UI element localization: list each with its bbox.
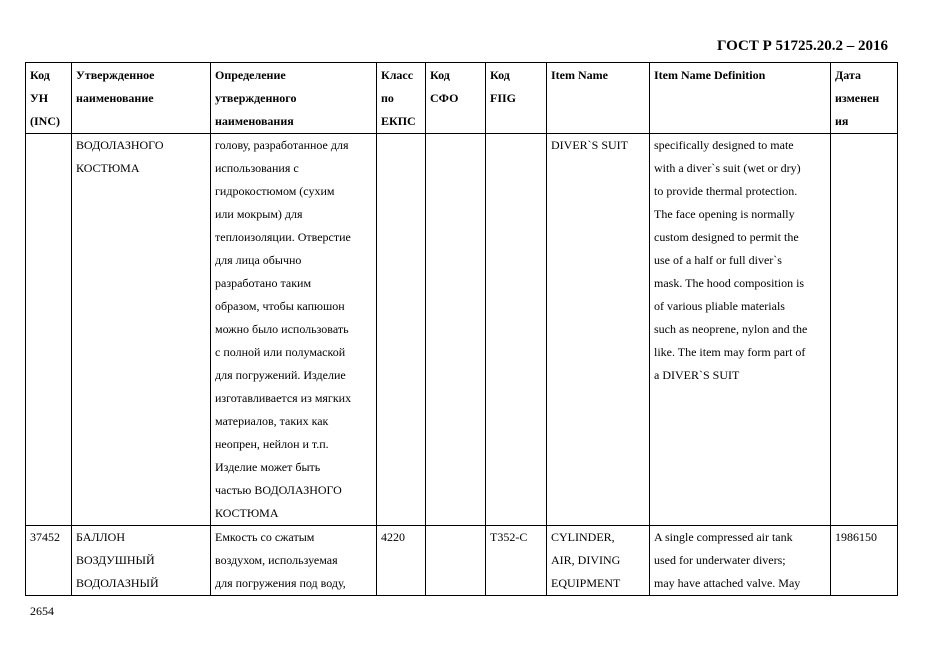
header-line: Дата (835, 68, 861, 82)
cell-line: with a diver`s suit (wet or dry) (654, 161, 801, 175)
cell-line: may have attached valve. May (654, 576, 801, 590)
cell-line: a DIVER`S SUIT (654, 368, 740, 382)
cell-line: Емкость со сжатым (215, 530, 315, 544)
header-line: по (381, 91, 394, 105)
cell-line: CYLINDER, (551, 530, 615, 544)
header-inc (26, 63, 72, 134)
header-line: наименование (76, 91, 154, 105)
cell-line: T352-C (490, 530, 528, 544)
cell-line: use of a half or full diver`s (654, 253, 782, 267)
header-change-date (831, 63, 898, 134)
cell-approved-name (72, 526, 211, 596)
header-line: Класс (381, 68, 414, 82)
header-line: (INC) (30, 114, 60, 128)
cell-inc (26, 134, 72, 526)
cell-line: с полной или полумаской (215, 345, 346, 359)
cell-line: of various pliable materials (654, 299, 785, 313)
cell-line: specifically designed to mate (654, 138, 794, 152)
table-row (26, 134, 898, 526)
header-line: ия (835, 114, 849, 128)
cell-line: ВОЗДУШНЫЙ (76, 553, 155, 567)
cell-line: изготавливается из мягких (215, 391, 352, 405)
header-line: Определение (215, 68, 286, 82)
cell-line: to provide thermal protection. (654, 184, 798, 198)
cell-approved-name (72, 134, 211, 526)
header-line: Код (430, 68, 450, 82)
cell-change-date (831, 134, 898, 526)
cell-change-date (831, 526, 898, 596)
header-line: Item Name Definition (654, 68, 766, 82)
cell-line: used for underwater divers; (654, 553, 786, 567)
cell-line: для погружений. Изделие (215, 368, 346, 382)
cell-sfo-code (426, 134, 486, 526)
header-item-name-definition (650, 63, 831, 134)
page-number: 2654 (30, 604, 54, 618)
cell-line: such as neoprene, nylon and the (654, 322, 808, 336)
cell-line: гидрокостюмом (сухим (215, 184, 335, 198)
cell-item-name-definition (650, 526, 831, 596)
cell-name-definition-ru (211, 526, 377, 596)
cell-line: ВОДОЛАЗНОГО (76, 138, 164, 152)
cell-line: AIR, DIVING (551, 553, 621, 567)
cell-line: 4220 (381, 530, 405, 544)
header-line: Код (490, 68, 510, 82)
header-line: изменен (835, 91, 880, 105)
cell-fiig-code (486, 526, 547, 596)
header-line: Код (30, 68, 50, 82)
cell-inc (26, 526, 72, 596)
cell-line: воздухом, используемая (215, 553, 338, 567)
header-name-definition-ru (211, 63, 377, 134)
header-line: утвержденного (215, 91, 297, 105)
cell-line: частью ВОДОЛАЗНОГО (215, 483, 342, 497)
cell-line: EQUIPMENT (551, 576, 621, 590)
cell-line: mask. The hood composition is (654, 276, 805, 290)
cell-item-name-definition (650, 134, 831, 526)
cell-line: Изделие может быть (215, 460, 321, 474)
cell-line: разработано таким (215, 276, 312, 290)
cell-line: КОСТЮМА (215, 506, 279, 520)
header-approved-name (72, 63, 211, 134)
cell-line: ВОДОЛАЗНЫЙ (76, 576, 159, 590)
cell-line: A single compressed air tank (654, 530, 793, 544)
header-line: Утвержденное (76, 68, 155, 82)
header-line: СФО (430, 91, 459, 105)
cell-line: для погружения под воду, (215, 576, 346, 590)
cell-line: или мокрым) для (215, 207, 303, 221)
cell-line: неопрен, нейлон и т.п. (215, 437, 329, 451)
cell-line: использования с (215, 161, 299, 175)
header-item-name (547, 63, 650, 134)
cell-line: образом, чтобы капюшон (215, 299, 345, 313)
cell-line: like. The item may form part of (654, 345, 806, 359)
header-fiig-code (486, 63, 547, 134)
cell-line: можно было использовать (215, 322, 349, 336)
document-code: ГОСТ Р 51725.20.2 – 2016 (716, 38, 888, 54)
cell-line: КОСТЮМА (76, 161, 140, 175)
cell-line: теплоизоляции. Отверстие (215, 230, 351, 244)
cell-name-definition-ru (211, 134, 377, 526)
header-sfo-code (426, 63, 486, 134)
cell-ekps-class (377, 526, 426, 596)
cell-line: custom designed to permit the (654, 230, 799, 244)
header-line: ЕКПС (381, 114, 416, 128)
cell-line: The face opening is normally (654, 207, 795, 221)
table-row (26, 526, 898, 596)
cell-line: материалов, таких как (215, 414, 329, 428)
header-row (26, 63, 898, 134)
header-line: Item Name (551, 68, 608, 82)
cell-fiig-code (486, 134, 547, 526)
cell-line: 37452 (30, 530, 60, 544)
cell-line: голову, разработанное для (215, 138, 349, 152)
header-line: УН (30, 91, 49, 105)
cell-line: 1986150 (835, 530, 877, 544)
cell-sfo-code (426, 526, 486, 596)
cell-line: для лица обычно (215, 253, 302, 267)
header-line: FIIG (490, 91, 517, 105)
cell-line: БАЛЛОН (76, 530, 126, 544)
classifier-table (25, 62, 898, 596)
cell-ekps-class (377, 134, 426, 526)
cell-line: DIVER`S SUIT (551, 138, 628, 152)
cell-item-name (547, 526, 650, 596)
header-ekps-class (377, 63, 426, 134)
header-line: наименования (215, 114, 294, 128)
cell-item-name (547, 134, 650, 526)
